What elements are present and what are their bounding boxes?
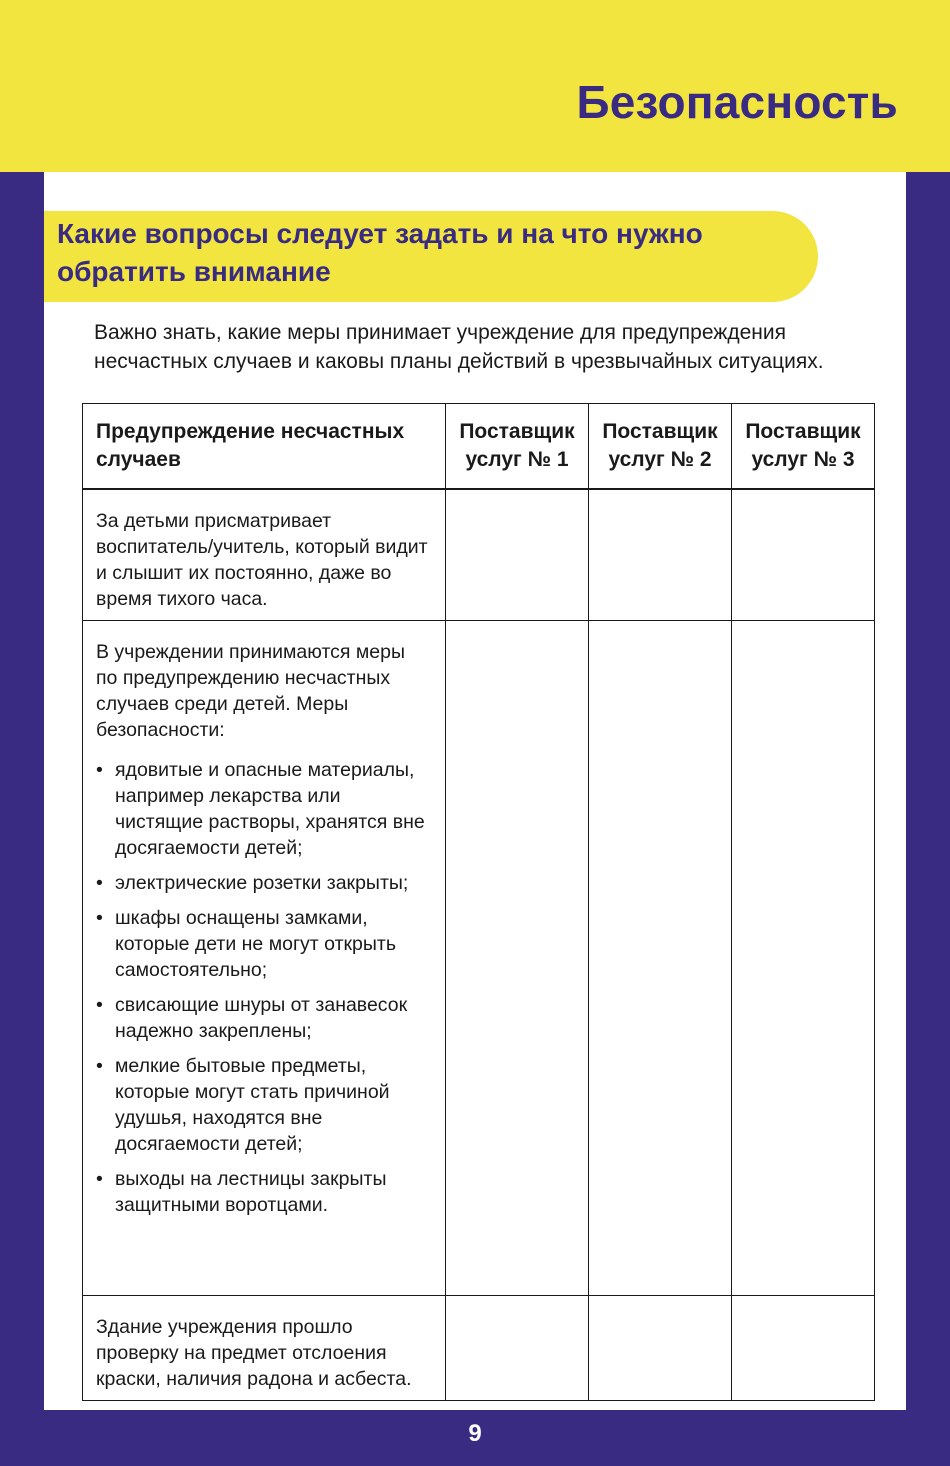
page-number: 9 [468, 1420, 482, 1447]
bullet-icon: • [96, 1167, 103, 1190]
row-criterion-safety-measures [83, 620, 446, 1295]
provider-3-answer-cell[interactable] [732, 1295, 875, 1400]
bullet-icon: • [96, 906, 103, 929]
provider-2-answer-cell[interactable] [589, 489, 732, 621]
list-item [96, 905, 431, 983]
safety-measures-list [96, 757, 431, 1218]
intro-paragraph: Важно знать, какие меры принимает учреждение для предупреждения несчастных случаев и каковы планы действий в чрезвычайных ситуациях. [94, 321, 824, 373]
safety-measures-lead: В учреждении принимаются меры по предупреждению несчастных случаев среди детей. Меры безопасности: [96, 640, 406, 741]
provider-1-answer-cell[interactable] [446, 489, 589, 621]
bullet-icon: • [96, 871, 103, 894]
row-criterion-supervision: За детьми присматривает воспитатель/учитель, который видит и слышит их постоянно, даже во время тихого часа. [83, 489, 446, 621]
row-criterion-building-inspection: Здание учреждения прошло проверку на предмет отслоения краски, наличия радона и асбеста. [83, 1295, 446, 1400]
section-banner [44, 211, 818, 302]
content-panel [44, 172, 906, 1410]
list-item [96, 870, 431, 896]
list-item [96, 1053, 431, 1157]
column-header-accident-prevention: Предупреждение несчастных случаев [83, 404, 446, 489]
list-item [96, 992, 431, 1044]
page-title: Безопасность [576, 76, 898, 128]
provider-checklist-table [82, 403, 875, 1401]
column-header-provider-3: Поставщик услуг № 3 [732, 404, 875, 489]
list-item [96, 757, 431, 861]
provider-2-answer-cell[interactable] [589, 1295, 732, 1400]
list-item-text: свисающие шнуры от занавесок надежно закреплены; [115, 993, 408, 1042]
list-item-text: ядовитые и опасные материалы, например лекарства или чистящие растворы, хранятся вне досягаемости детей; [115, 758, 425, 859]
list-item-text: выходы на лестницы закрыты защитными воротцами. [115, 1167, 387, 1216]
provider-2-answer-cell[interactable] [589, 620, 732, 1295]
column-header-provider-2: Поставщик услуг № 2 [589, 404, 732, 489]
list-item [96, 1166, 431, 1218]
list-item-text: электрические розетки закрыты; [115, 871, 409, 894]
table-header-row [83, 404, 875, 489]
list-item-text: шкафы оснащены замками, которые дети не могут открыть самостоятельно; [115, 906, 396, 981]
bullet-icon: • [96, 758, 103, 781]
column-header-provider-1: Поставщик услуг № 1 [446, 404, 589, 489]
table-row [83, 620, 875, 1295]
header-band [0, 0, 950, 172]
table-row [83, 1295, 875, 1400]
bullet-icon: • [96, 993, 103, 1016]
provider-1-answer-cell[interactable] [446, 1295, 589, 1400]
provider-3-answer-cell[interactable] [732, 620, 875, 1295]
provider-3-answer-cell[interactable] [732, 489, 875, 621]
table-row [83, 489, 875, 621]
section-heading: Какие вопросы следует задать и на что нужно обратить внимание [57, 218, 703, 287]
bullet-icon: • [96, 1054, 103, 1077]
provider-1-answer-cell[interactable] [446, 620, 589, 1295]
list-item-text: мелкие бытовые предметы, которые могут стать причиной удушья, находятся вне досягаемости детей; [115, 1054, 390, 1155]
